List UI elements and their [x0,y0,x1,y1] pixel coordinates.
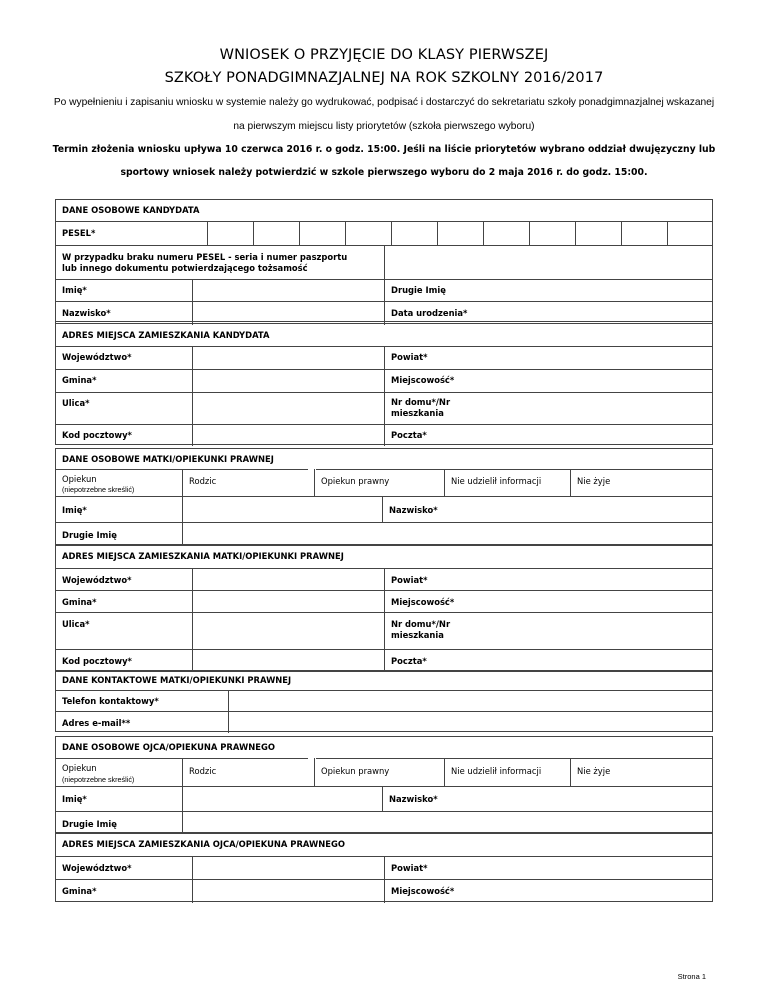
mc-phone-label: Telefon kontaktowy* [62,696,159,706]
candidate-heading-row [56,200,712,221]
mother-heading: DANE OSOBOWE MATKI/OPIEKUNKI PRAWNEJ [62,454,274,464]
ma-voivodeship-input[interactable] [192,569,384,590]
fa-commune-label: Gmina* [62,886,97,896]
mother-address-heading: ADRES MIEJSCA ZAMIESZKANIA MATKI/OPIEKUNKI PRAWNEJ [62,551,344,561]
mother-opt-parent[interactable] [182,469,314,496]
birth-date-label: Data urodzenia* [391,308,468,318]
form-title-line1: WNIOSEK O PRZYJĘCIE DO KLASY PIERWSZEJ [219,47,549,63]
first-name-label: Imię* [62,285,87,295]
father-first-name-label: Imię* [62,794,87,804]
mother-opt-noinfo[interactable] [444,469,570,496]
father-surname-cell[interactable] [382,787,712,811]
pesel-row [56,221,712,245]
fa-district-cell[interactable] [384,857,712,879]
mc-email-row [56,711,712,733]
father-section [55,736,713,833]
mother-heading-row [56,449,712,469]
mother-second-name-row [56,522,712,546]
mother-opt-legal[interactable] [314,469,444,496]
father-strike-note: (niepotrzebne skreślić) [62,775,135,784]
mother-strike-note: (niepotrzebne skreślić) [62,485,135,494]
name-row [56,279,712,301]
intro-text-line2: na pierwszym miejscu listy priorytetów (szkoła pierwszego wyboru) [233,121,535,132]
ma-locality-label: Miejscowość* [391,597,455,607]
form-title-line2: SZKOŁY PONADGIMNAZJALNEJ NA ROK SZKOLNY 2016/2017 [164,70,604,86]
fa-row-1 [56,856,712,879]
mother-guardian-row [56,469,712,496]
mother-surname-cell[interactable] [382,497,712,522]
mother-contact-heading: DANE KONTAKTOWE MATKI/OPIEKUNKI PRAWNEJ [62,675,292,685]
mother-opt-parent-label: Rodzic [189,476,217,486]
passport-label-line1: W przypadku braku numeru PESEL - seria i numer paszportu [62,252,348,262]
ca-street-input[interactable] [192,393,384,424]
pesel-digit-7[interactable] [483,222,529,245]
ma-row-3 [56,612,712,649]
candidate-address-heading-row [56,322,712,346]
mother-contact-section [55,671,713,732]
second-name-label: Drugie Imię [391,285,446,295]
ma-house-no-cell[interactable] [384,613,712,649]
ca-postal-input[interactable] [192,425,384,446]
ca-locality-cell[interactable] [384,370,712,392]
mother-opt-noinfo-label: Nie udzielił informacji [451,476,542,486]
ma-heading-row [56,546,712,568]
father-opt-dead-label: Nie żyje [577,766,611,776]
father-name-row [56,786,712,811]
father-opt-legal-label: Opiekun prawny [321,766,390,776]
ma-district-cell[interactable] [384,569,712,590]
father-opt-dead[interactable] [570,758,712,786]
pesel-digit-4[interactable] [345,222,391,245]
father-second-name-label: Drugie Imię [62,819,117,829]
father-address-section [55,833,713,902]
ca-house-no-cell[interactable] [384,393,712,424]
ma-post-office-label: Poczta* [391,656,427,666]
ma-row-1 [56,568,712,590]
mother-first-name-label: Imię* [62,505,87,515]
surname-label: Nazwisko* [62,308,111,318]
mc-email-input[interactable] [228,712,712,733]
mother-address-section [55,545,713,671]
pesel-digit-1[interactable] [207,222,253,245]
ma-house-no-label-2: mieszkania [391,630,444,640]
ma-postal-input[interactable] [192,650,384,672]
ca-street-label: Ulica* [62,398,90,408]
father-opt-parent[interactable] [182,758,314,786]
fa-commune-input[interactable] [192,880,384,903]
father-second-name-input[interactable] [182,812,712,834]
ca-district-label: Powiat* [391,352,428,362]
ca-post-office-label: Poczta* [391,430,427,440]
fa-row-2 [56,879,712,903]
ca-commune-label: Gmina* [62,375,97,385]
ca-row-2 [56,369,712,392]
candidate-section [55,199,713,324]
father-heading-row [56,737,712,758]
mother-surname-label: Nazwisko* [389,505,438,515]
pesel-digit-11[interactable] [667,222,713,245]
father-opt-noinfo[interactable] [444,758,570,786]
pesel-label: PESEL* [62,228,96,238]
father-opt-noinfo-label: Nie udzielił informacji [451,766,542,776]
pesel-digit-6[interactable] [437,222,483,245]
pesel-digit-5[interactable] [391,222,437,245]
father-address-heading: ADRES MIEJSCA ZAMIESZKANIA OJCA/OPIEKUNA PRAWNEGO [62,839,345,849]
ma-commune-label: Gmina* [62,597,97,607]
passport-label-line2: lub innego dokumentu potwierdzającego tożsamość [62,263,308,273]
ma-row-4 [56,649,712,672]
candidate-address-heading: ADRES MIEJSCA ZAMIESZKANIA KANDYDATA [62,330,270,340]
mother-guardian-label: Opiekun [62,474,97,484]
fa-voivodeship-label: Województwo* [62,863,132,873]
fa-locality-cell[interactable] [384,880,712,903]
ca-row-4 [56,424,712,446]
ca-house-no-label-1: Nr domu*/Nr [391,397,451,407]
first-name-input[interactable] [192,280,384,301]
pesel-digit-10[interactable] [621,222,667,245]
mother-name-row [56,496,712,522]
ca-locality-label: Miejscowość* [391,375,455,385]
ca-post-office-cell[interactable] [384,425,712,446]
father-opt-parent-label: Rodzic [189,766,217,776]
ma-postal-label: Kod pocztowy* [62,656,132,666]
ma-locality-cell[interactable] [384,591,712,612]
father-heading: DANE OSOBOWE OJCA/OPIEKUNA PRAWNEGO [62,742,275,752]
mother-opt-legal-label: Opiekun prawny [321,476,390,486]
pesel-digit-9[interactable] [575,222,621,245]
mc-heading-row [56,672,712,690]
ma-street-input[interactable] [192,613,384,649]
fa-voivodeship-input[interactable] [192,857,384,879]
ma-district-label: Powiat* [391,575,428,585]
pesel-digit-8[interactable] [529,222,575,245]
ca-voivodeship-label: Województwo* [62,352,132,362]
mother-second-name-label: Drugie Imię [62,530,117,540]
mother-section [55,448,713,545]
passport-row [56,245,712,279]
father-guardian-label: Opiekun [62,763,97,773]
mother-first-name-input[interactable] [182,497,382,522]
fa-heading-row [56,834,712,856]
candidate-heading: DANE OSOBOWE KANDYDATA [62,205,200,215]
second-name-cell[interactable] [384,280,712,301]
ma-street-label: Ulica* [62,619,90,629]
fa-locality-label: Miejscowość* [391,886,455,896]
pesel-digit-2[interactable] [253,222,299,245]
mc-phone-row [56,690,712,711]
page-number: Strona 1 [677,972,706,981]
pesel-digit-3[interactable] [299,222,345,245]
father-first-name-input[interactable] [182,787,382,811]
candidate-address-section [55,321,713,445]
mother-opt-dead-label: Nie żyje [577,476,611,486]
ma-house-no-label-1: Nr domu*/Nr [391,619,451,629]
ma-post-office-cell[interactable] [384,650,712,672]
ca-commune-input[interactable] [192,370,384,392]
ma-commune-input[interactable] [192,591,384,612]
deadline-text-line1: Termin złożenia wniosku upływa 10 czerwca 2016 r. o godz. 15:00. Jeśli na liście priorytetów wybrano oddział dwujęzyczny lub [52,144,716,155]
ca-district-cell[interactable] [384,347,712,369]
mother-second-name-input[interactable] [182,523,712,546]
father-guardian-row [56,758,712,786]
father-opt-legal[interactable] [314,758,444,786]
mc-phone-input[interactable] [228,691,712,711]
ca-postal-label: Kod pocztowy* [62,430,132,440]
passport-input[interactable] [384,246,712,279]
father-surname-label: Nazwisko* [389,794,438,804]
ma-row-2 [56,590,712,612]
father-second-name-row [56,811,712,834]
mc-email-label: Adres e-mail** [62,718,131,728]
intro-text-line1: Po wypełnieniu i zapisaniu wniosku w systemie należy go wydrukować, podpisać i dostarczyć do sekretariatu szkoły ponadgimnazjalnej wskazanej [53,97,715,108]
ma-voivodeship-label: Województwo* [62,575,132,585]
ca-voivodeship-input[interactable] [192,347,384,369]
ca-row-1 [56,346,712,369]
fa-district-label: Powiat* [391,863,428,873]
ca-row-3 [56,392,712,424]
ca-house-no-label-2: mieszkania [391,408,444,418]
mother-opt-dead[interactable] [570,469,712,496]
deadline-text-line2: sportowy wniosek należy potwierdzić w szkole pierwszego wyboru do 2 maja 2016 r. do godz. 15:00. [120,167,648,178]
